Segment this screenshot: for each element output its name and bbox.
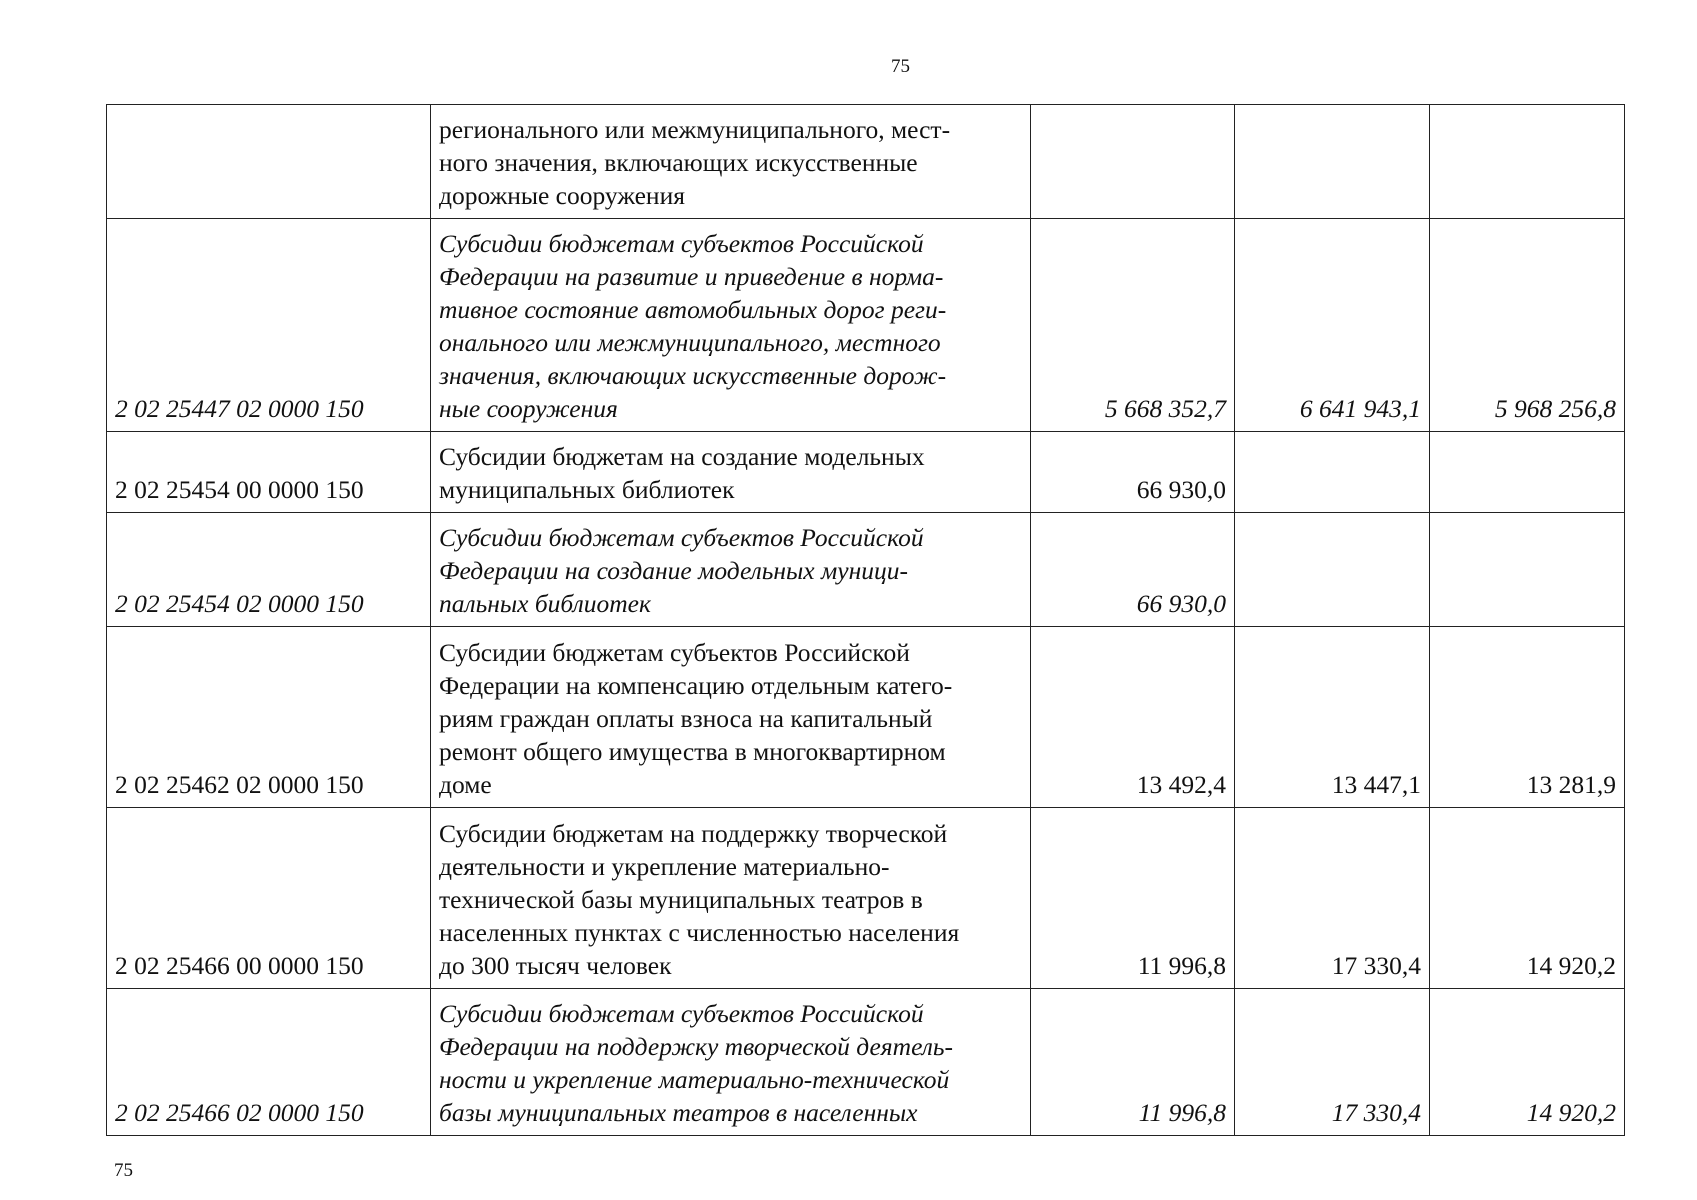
table-row: [107, 105, 1625, 219]
amount-cell-2: 6 641 943,1: [1235, 219, 1430, 432]
amount-cell-3: 14 920,2: [1430, 989, 1625, 1136]
table-row: [107, 989, 1625, 1136]
amount-cell-1: 13 492,4: [1031, 627, 1235, 808]
budget-table-body: [107, 105, 1625, 1136]
budget-code-cell: 2 02 25447 02 0000 150: [107, 219, 431, 432]
description-cell: Субсидии бюджетам субъектов Российской Федерации на поддержку творческой деятель- ности и укрепление материально-технической базы муниципальных театров в населенных: [431, 989, 1031, 1136]
amount-cell-1: 5 668 352,7: [1031, 219, 1235, 432]
amount-cell-2: 17 330,4: [1235, 808, 1430, 989]
table-row: [107, 808, 1625, 989]
amount-cell-1: 66 930,0: [1031, 432, 1235, 513]
budget-code-cell: [107, 105, 431, 219]
budget-code-cell: 2 02 25466 00 0000 150: [107, 808, 431, 989]
amount-cell-2: [1235, 432, 1430, 513]
budget-code-cell: 2 02 25466 02 0000 150: [107, 989, 431, 1136]
budget-code-cell: 2 02 25454 00 0000 150: [107, 432, 431, 513]
description-cell: регионального или межмуниципального, мест- ного значения, включающих искусственные дорожные сооружения: [431, 105, 1031, 219]
table-row: [107, 432, 1625, 513]
amount-cell-1: [1031, 105, 1235, 219]
amount-cell-2: 17 330,4: [1235, 989, 1430, 1136]
description-cell: Субсидии бюджетам субъектов Российской Федерации на создание модельных муници- пальных библиотек: [431, 513, 1031, 627]
amount-cell-3: 5 968 256,8: [1430, 219, 1625, 432]
description-cell: Субсидии бюджетам субъектов Российской Федерации на компенсацию отдельным катего- риям граждан оплаты взноса на капитальный ремонт общего имущества в многоквартирном доме: [431, 627, 1031, 808]
table-row: [107, 219, 1625, 432]
amount-cell-2: [1235, 105, 1430, 219]
budget-code-cell: 2 02 25454 02 0000 150: [107, 513, 431, 627]
amount-cell-3: 13 281,9: [1430, 627, 1625, 808]
amount-cell-1: 66 930,0: [1031, 513, 1235, 627]
page-number-bottom: 75: [114, 1160, 133, 1181]
description-cell: Субсидии бюджетам субъектов Российской Федерации на развитие и приведение в норма- тивное состояние автомобильных дорог реги- онального или межмуниципального, местного значения, включающих искусственные дорож- ные сооружения: [431, 219, 1031, 432]
amount-cell-1: 11 996,8: [1031, 989, 1235, 1136]
page-number-top: 75: [891, 56, 910, 77]
table-row: [107, 627, 1625, 808]
amount-cell-3: 14 920,2: [1430, 808, 1625, 989]
description-cell: Субсидии бюджетам на поддержку творческой деятельности и укрепление материально- технической базы муниципальных театров в населенных пунктах с численностью населения до 300 тысяч человек: [431, 808, 1031, 989]
description-cell: Субсидии бюджетам на создание модельных муниципальных библиотек: [431, 432, 1031, 513]
budget-code-cell: 2 02 25462 02 0000 150: [107, 627, 431, 808]
amount-cell-2: 13 447,1: [1235, 627, 1430, 808]
table-row: [107, 513, 1625, 627]
amount-cell-3: [1430, 105, 1625, 219]
amount-cell-1: 11 996,8: [1031, 808, 1235, 989]
amount-cell-3: [1430, 432, 1625, 513]
budget-table: [106, 104, 1625, 1136]
amount-cell-2: [1235, 513, 1430, 627]
amount-cell-3: [1430, 513, 1625, 627]
